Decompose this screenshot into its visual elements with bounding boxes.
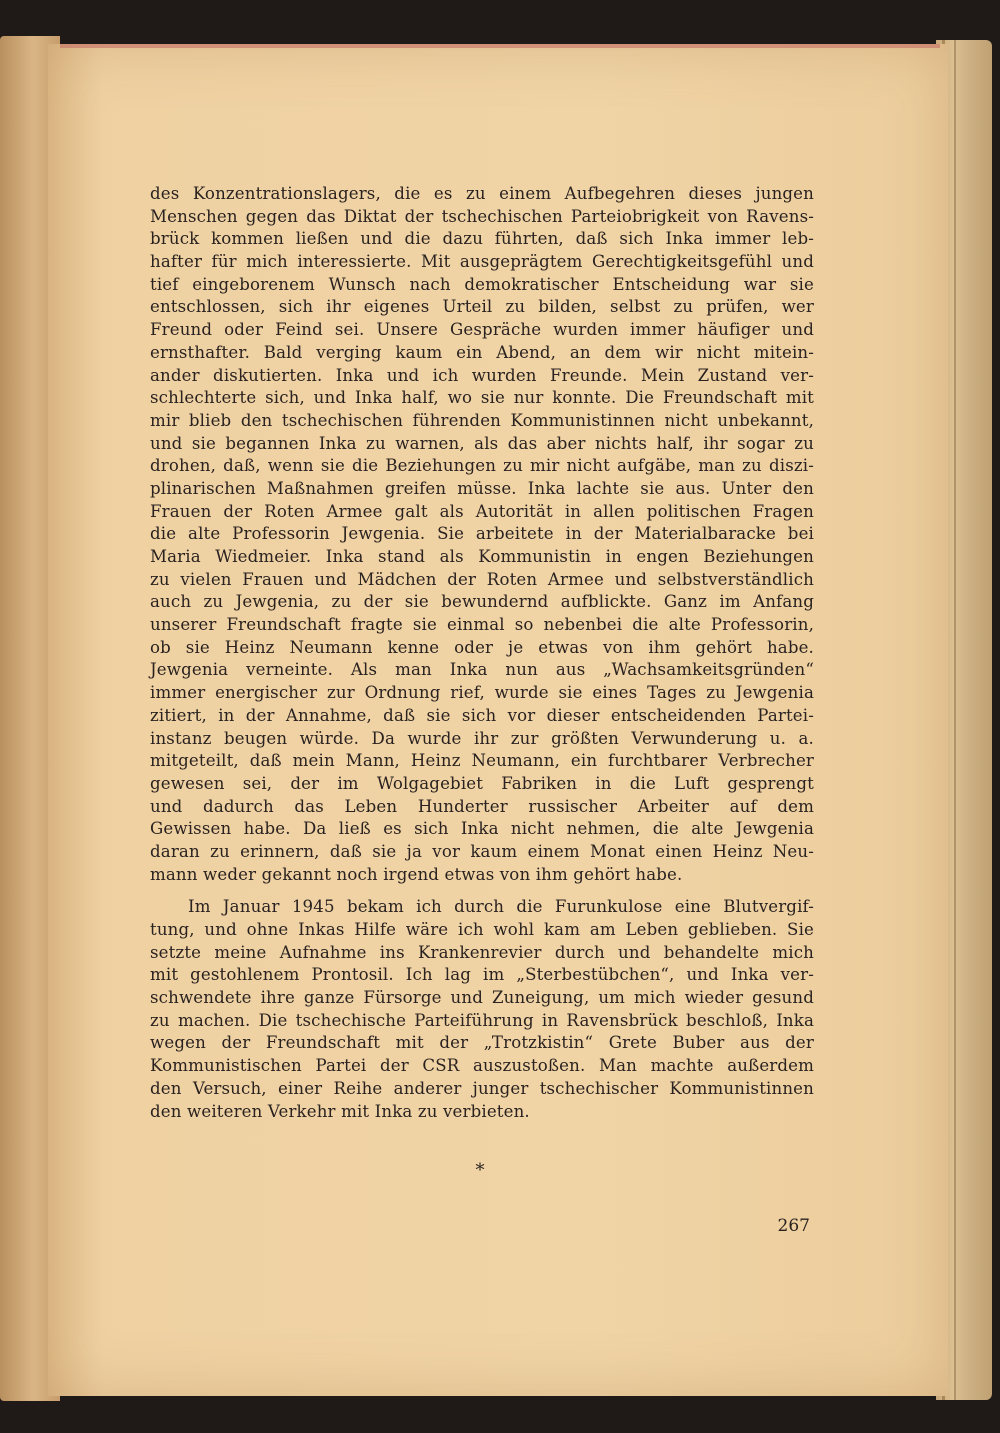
text-line: und dadurch das Leben Hunderter russischer Arbeiter auf dem [150,796,814,816]
text-line: zu machen. Die tschechische Parteiführung in Ravensbrück beschloß, Inka [150,1010,814,1030]
page-number: 267 [777,1216,810,1236]
text-line: brück kommen ließen und die dazu führten, daß sich Inka immer leb- [150,229,814,249]
body-text [150,183,814,1123]
text-line: tief eingeborenem Wunsch nach demokratischer Entscheidung war sie [150,274,814,294]
text-line: instanz beugen würde. Da wurde ihr zur größten Verwunderung u. a. [150,728,814,748]
text-line: entschlossen, sich ihr eigenes Urteil zu bilden, selbst zu prüfen, wer [150,297,814,317]
text-line: schlechterte sich, und Inka half, wo sie nur konnte. Die Freundschaft mit [150,388,814,408]
text-line: Freund oder Feind sei. Unsere Gespräche wurden immer häufiger und [150,320,814,340]
text-line: Kommunistischen Partei der CSR auszustoßen. Man machte außerdem [150,1056,814,1076]
page-top-edge [60,44,940,48]
text-line: mann weder gekannt noch irgend etwas von ihm gehört habe. [150,864,683,884]
text-line: den weiteren Verkehr mit Inka zu verbieten. [150,1101,530,1121]
text-line: zu vielen Frauen und Mädchen der Roten Armee und selbstverständlich [150,569,814,589]
text-line: die alte Professorin Jewgenia. Sie arbeitete in der Materialbaracke bei [150,524,814,544]
text-line: ander diskutierten. Inka und ich wurden Freunde. Mein Zustand ver- [150,365,814,385]
text-line: setzte meine Aufnahme ins Krankenrevier durch und behandelte mich [150,942,814,962]
text-line: auch zu Jewgenia, zu der sie bewundernd aufblickte. Ganz im Anfang [150,592,814,612]
text-line: zitiert, in der Annahme, daß sie sich vor dieser entscheidenden Partei- [150,705,814,725]
text-line: Maria Wiedmeier. Inka stand als Kommunistin in engen Beziehungen [150,547,814,566]
text-line: wegen der Freundschaft mit der „Trotzkistin“ Grete Buber aus der [150,1033,814,1053]
text-line: gewesen sei, der im Wolgagebiet Fabriken in die Luft gesprengt [150,773,814,793]
text-line: mir blieb den tschechischen führenden Kommunistinnen nicht unbekannt, [150,410,814,430]
text-line: und sie begannen Inka zu warnen, als das aber nichts half, ihr sogar zu [150,433,814,453]
text-line: unserer Freundschaft fragte sie einmal so nebenbei die alte Professorin, [150,615,814,635]
text-line: drohen, daß, wenn sie die Beziehungen zu mir nicht aufgäbe, man zu diszi- [150,456,814,476]
text-line: mit gestohlenem Prontosil. Ich lag im „Sterbestübchen“, und Inka ver- [150,965,814,985]
text-line: tung, und ohne Inkas Hilfe wäre ich wohl kam am Leben geblieben. Sie [150,920,814,939]
text-line: plinarischen Maßnahmen greifen müsse. Inka lachte sie aus. Unter den [150,478,814,498]
text-line: den Versuch, einer Reihe anderer junger tschechischer Kommunistinnen [150,1078,814,1098]
text-line: Jewgenia verneinte. Als man Inka nun aus „Wachsamkeitsgründen“ [150,660,814,680]
paragraph-2 [150,896,814,1123]
text-line: mitgeteilt, daß mein Mann, Heinz Neumann, ein furchtbarer Verbrecher [150,751,814,771]
text-line: Frauen der Roten Armee galt als Autorität in allen politischen Fragen [150,501,814,521]
text-line: Im Januar 1945 bekam ich durch die Furunkulose eine Blutvergif- [188,897,814,917]
paragraph-1 [150,183,814,886]
text-line: daran zu erinnern, daß sie ja vor kaum einem Monat einen Heinz Neu- [150,841,814,861]
text-line: immer energischer zur Ordnung rief, wurde sie eines Tages zu Jewgenia [150,683,814,703]
text-line: Menschen gegen das Diktat der tschechischen Parteiobrigkeit von Ravens- [150,206,814,226]
text-line: ernsthafter. Bald verging kaum ein Abend, an dem wir nicht mitein- [150,342,814,362]
text-line: ob sie Heinz Neumann kenne oder je etwas von ihm gehört habe. [150,637,814,657]
text-line: des Konzentrationslagers, die es zu einem Aufbegehren dieses jungen [150,184,814,203]
text-line: schwendete ihre ganze Fürsorge und Zuneigung, um mich wieder gesund [150,988,814,1008]
section-break: * [475,1160,485,1181]
text-line: hafter für mich interessierte. Mit ausgeprägtem Gerechtigkeitsgefühl und [150,252,814,272]
text-line: Gewissen habe. Da ließ es sich Inka nicht nehmen, die alte Jewgenia [150,819,814,839]
